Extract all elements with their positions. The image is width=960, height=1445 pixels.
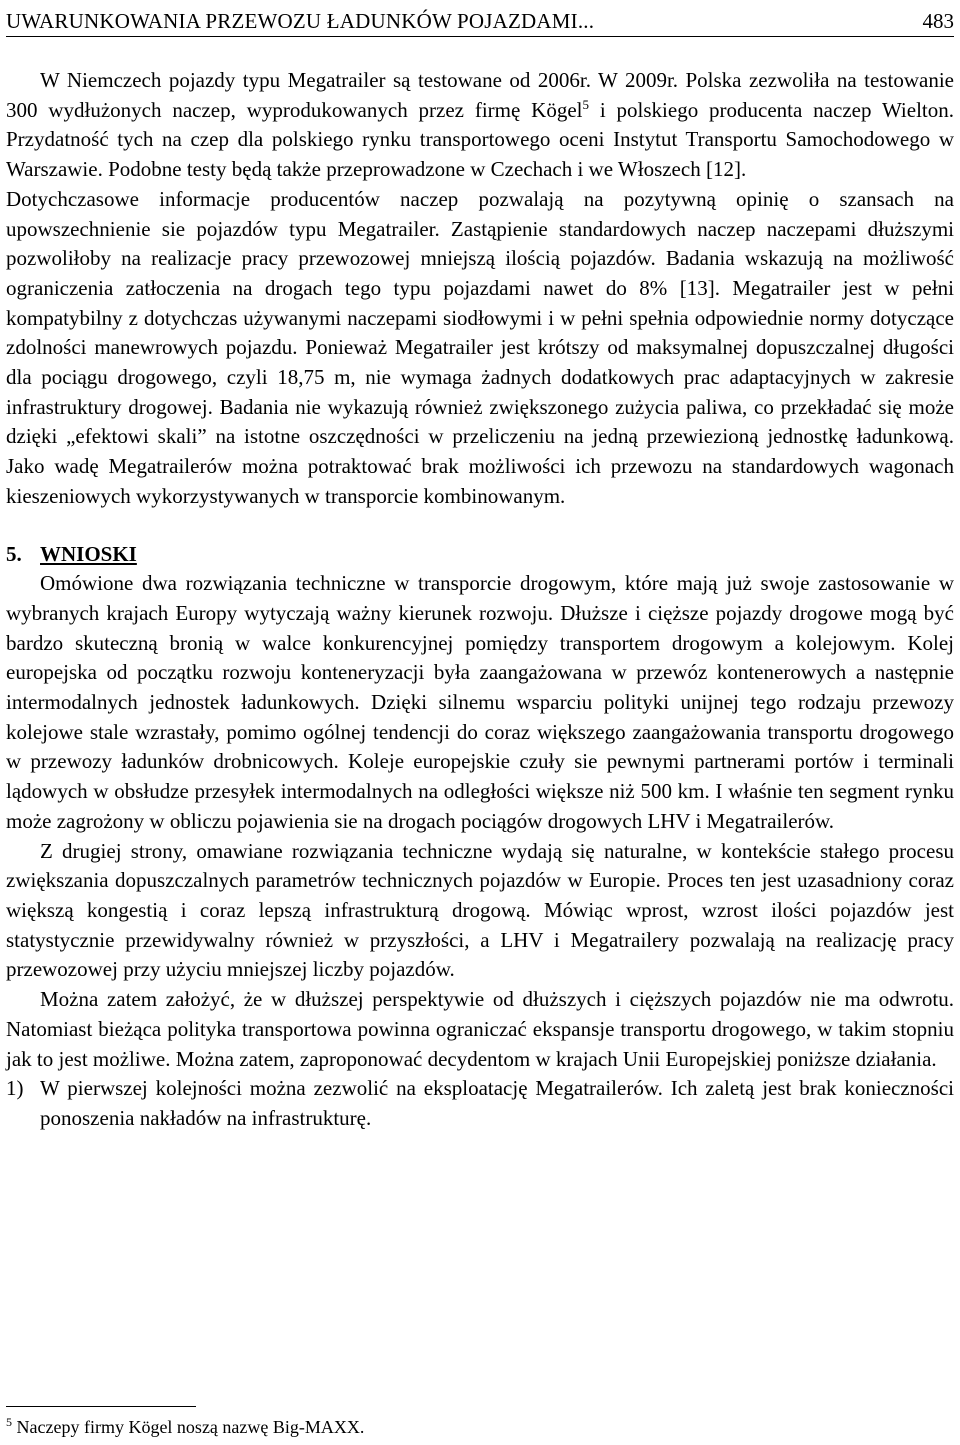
paragraph-text: W Niemczech pojazdy typu Megatrailer są testowane od 2006r. W 2009r. Polska zezwoliła na testowanie 300 wydłużonych naczep, wyprodukowanych przez firmę Kögel — [6, 68, 954, 122]
running-title: UWARUNKOWANIA PRZEWOZU ŁADUNKÓW POJAZDAMI... — [6, 9, 595, 33]
paragraph-conclusions-3: Można zatem założyć, że w dłuższej perspektywie od dłuższych i cięższych pojazdów nie ma odwrotu. Natomiast bieżąca polityka transportowa powinna ograniczać ekspansje transportu drogowego, w takim stopniu jak to jest możliwe. Można zatem, zaproponować decydentom w krajach Unii Europejskiej poniższe działania. — [6, 987, 954, 1071]
paragraph-megatrailer-assessment: Dotychczasowe informacje producentów naczep pozwalają na pozytywną opinię o szansach na upowszechnienie sie pojazdów typu Megatrailer. Zastąpienie standardowych naczep naczepami dłuższymi pozwoliłoby na realizacje pracy przewozowej mniejszą ilością pojazdów. Badania wskazują na możliwość ograniczenia zatłoczenia na drogach tego typu pojazdami nawet do 8% [13]. Megatrailer jest w pełni kompatybilny z dotychczas używanymi naczepami siodłowymi i w pełni spełnia odpowiednie normy dotyczące zdolności manewrowych pojazdu. Ponieważ Megatrailer jest krótszy od maksymalnej dopuszczalnej długości dla pociągu drogowego, czyli 18,75 m, nie wymaga żadnych dodatkowych prac adaptacyjnych w zakresie infrastruktury drogowej. Badania nie wykazują również zwiększonego zużycia paliwa, co przekładać się może dzięki „efektowi skali” na istotne oszczędności w przeliczeniu na jedną przewiezioną jednostkę ładunkową. Jako wadę Megatrailerów można potraktować brak możliwości ich przewozu na standardowych wagonach kieszeniowych wykorzystywanych w transporcie kombinowanym. — [6, 186, 954, 508]
paragraph-megatrailer-testing — [6, 66, 954, 185]
list-item-text: W pierwszej kolejności można zezwolić na eksploatację Megatrailerów. Ich zaletą jest brak konieczności ponoszenia nakładów na infrastrukturę. — [40, 1076, 954, 1130]
section-title: WNIOSKI — [40, 541, 137, 566]
page-number: 483 — [922, 9, 954, 33]
footnote — [6, 1415, 364, 1439]
section-heading — [6, 540, 954, 570]
footnote-text: Naczepy firmy Kögel noszą nazwę Big-MAXX. — [12, 1417, 365, 1437]
footnote-divider — [6, 1406, 196, 1407]
body-text — [6, 66, 954, 1134]
list-item — [6, 1074, 954, 1133]
footnote-marker: 5 — [6, 1415, 12, 1429]
section-number: 5. — [6, 541, 22, 566]
list-marker: 1) — [6, 1076, 24, 1101]
paragraph-conclusions-2: Z drugiej strony, omawiane rozwiązania techniczne wydają się naturalne, w kontekście stałego procesu zwiększania dopuszczalnych parametrów technicznych pojazdów w Europie. Proces ten jest uzasadniony coraz większą kongestią i coraz lepszą infrastrukturą drogową. Mówiąc wprost, wzrost ilości pojazdów jest statystycznie przewidywalny również w przyszłości, a LHV i Megatrailery pozwalają na realizację pracy przewozowej przy użyciu mniejszej liczby pojazdów. — [6, 838, 954, 982]
paragraph-conclusions-1: Omówione dwa rozwiązania techniczne w transporcie drogowym, które mają już swoje zastosowanie w wybranych krajach Europy wytyczają ważny kierunek rozwoju. Dłuższe i cięższe pojazdy drogowe mogą być bardzo skuteczną bronią w walce konkurencyjnej pomiędzy transportem drogowym a kolejowym. Kolej europejska od początku rozwoju konteneryzacji była zaangażowana w przewóz kontenerowych a następnie intermodalnych jednostek ładunkowych. Dzięki silnemu wsparciu polityki unijnej tego rodzaju przewozy kolejowe stale wzrastały, pomimo ogólnej tendencji do coraz większego zaangażowania transportu drogowego w przewozy ładunków drobnicowych. Koleje europejskie czuły sie pewnymi partnerami portów i terminali lądowych w obsłudze przesyłek intermodalnych na odległości większe niż 500 km. I właśnie ten segment rynku może zagrożony w obliczu pojawienia sie na drogach pociągów drogowych LHV i Megatrailerów. — [6, 571, 954, 833]
running-header — [6, 6, 954, 37]
footnote-reference[interactable]: 5 — [582, 96, 589, 112]
paragraph-text: i polskiego producenta naczep Wielton. Przydatność tych na czep dla polskiego rynku transportowego oceni Instytut Transportu Samochodowego w Warszawie. Podobne testy będą także przeprowadzone w Czechach i we Włoszech [12]. — [6, 97, 954, 182]
